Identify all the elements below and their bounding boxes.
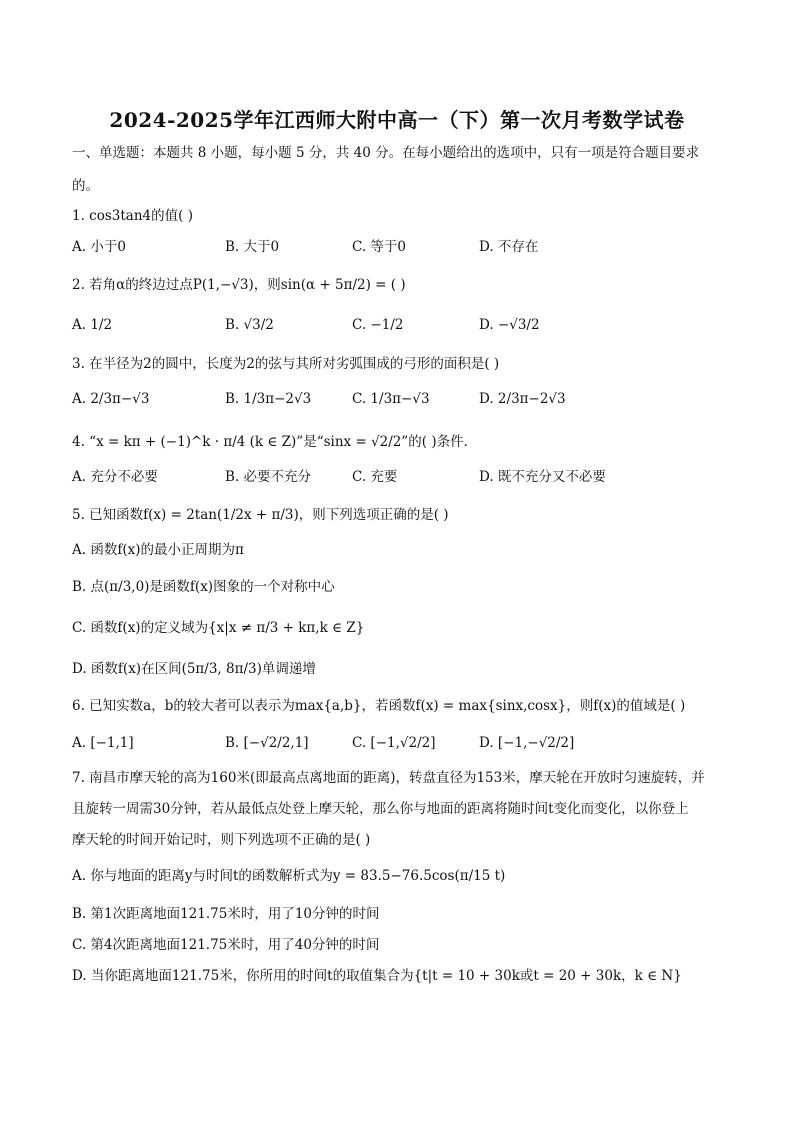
question-7-option-d: D. 当你距离地面121.75米，你所用的时间t的取值集合为{t|t = 10 + 30k或t = 20 + 30k，k ∈ N} xyxy=(72,968,682,984)
question-5-option-d: D. 函数f(x)在区间(5π/3, 8π/3)单调递增 xyxy=(72,661,316,677)
question-2-stem: 2. 若角α的终边过点P(1,−√3)，则sin(α + 5π/2) = ( ) xyxy=(72,277,406,293)
question-2-option-a: A. 1/2 xyxy=(72,317,113,333)
question-4-option-d: D. 既不充分又不必要 xyxy=(479,469,606,485)
question-3-option-c: C. 1/3π−√3 xyxy=(352,391,430,407)
question-5-option-b: B. 点(π/3,0)是函数f(x)图象的一个对称中心 xyxy=(72,579,335,595)
question-7-option-b: B. 第1次距离地面121.75米时，用了10分钟的时间 xyxy=(72,906,380,922)
question-4-option-c: C. 充要 xyxy=(352,469,398,485)
question-3-option-a: A. 2/3π−√3 xyxy=(72,391,150,407)
question-2-option-d: D. −√3/2 xyxy=(479,317,540,333)
question-1-option-d: D. 不存在 xyxy=(479,239,539,255)
question-2-option-b: B. √3/2 xyxy=(225,317,274,333)
section-heading: 一、单选题：本题共 8 小题，每小题 5 分，共 40 分。在每小题给出的选项中，只有一项是符合题目要求 xyxy=(72,145,700,161)
question-1-option-c: C. 等于0 xyxy=(352,239,407,255)
question-6-option-a: A. [−1,1] xyxy=(72,735,134,751)
question-5-option-c: C. 函数f(x)的定义域为{x|x ≠ π/3 + kπ,k ∈ Z} xyxy=(72,620,365,636)
question-7-stem-line-2: 且旋转一周需30分钟，若从最低点处登上摩天轮，那么你与地面的距离将随时间t变化而变化，以你登上 xyxy=(72,801,689,817)
question-1-stem: 1. cos3tan4的值( ) xyxy=(72,208,193,224)
question-3-stem: 3. 在半径为2的圆中，长度为2的弦与其所对劣弧围成的弓形的面积是( ) xyxy=(72,356,500,372)
question-6-stem: 6. 已知实数a，b的较大者可以表示为max{a,b}，若函数f(x) = max{sinx,cosx}，则f(x)的值域是( ) xyxy=(72,698,686,714)
question-6-option-d: D. [−1,−√2/2] xyxy=(479,735,575,751)
question-5-option-a: A. 函数f(x)的最小正周期为π xyxy=(72,542,244,558)
question-7-stem-line-3: 摩天轮的时间开始记时，则下列选项不正确的是( ) xyxy=(72,832,371,848)
question-4-option-b: B. 必要不充分 xyxy=(225,469,312,485)
question-4-stem: 4. “x = kπ + (−1)^k · π/4 (k ∈ Z)”是“sinx = √2/2”的( )条件． xyxy=(72,434,478,450)
question-1-option-b: B. 大于0 xyxy=(225,239,280,255)
question-7-stem-line-1: 7. 南昌市摩天轮的高为160米(即最高点离地面的距离)，转盘直径为153米，摩天轮在开放时匀速旋转，并 xyxy=(72,770,705,786)
question-6-option-c: C. [−1,√2/2] xyxy=(352,735,436,751)
question-3-option-b: B. 1/3π−2√3 xyxy=(225,391,312,407)
question-6-option-b: B. [−√2/2,1] xyxy=(225,735,309,751)
question-1-option-a: A. 小于0 xyxy=(72,239,126,255)
question-3-option-d: D. 2/3π−2√3 xyxy=(479,391,566,407)
question-5-stem: 5. 已知函数f(x) = 2tan(1/2x + π/3)，则下列选项正确的是( ) xyxy=(72,507,449,523)
question-2-option-c: C. −1/2 xyxy=(352,317,404,333)
section-heading-cont: 的。 xyxy=(72,178,99,194)
question-7-option-a: A. 你与地面的距离y与时间t的函数解析式为y = 83.5−76.5cos(π/15 t) xyxy=(72,868,506,884)
question-4-option-a: A. 充分不必要 xyxy=(72,469,158,485)
question-7-option-c: C. 第4次距离地面121.75米时，用了40分钟的时间 xyxy=(72,937,380,953)
exam-title: 2024-2025学年江西师大附中高一（下）第一次月考数学试卷 xyxy=(109,108,685,132)
